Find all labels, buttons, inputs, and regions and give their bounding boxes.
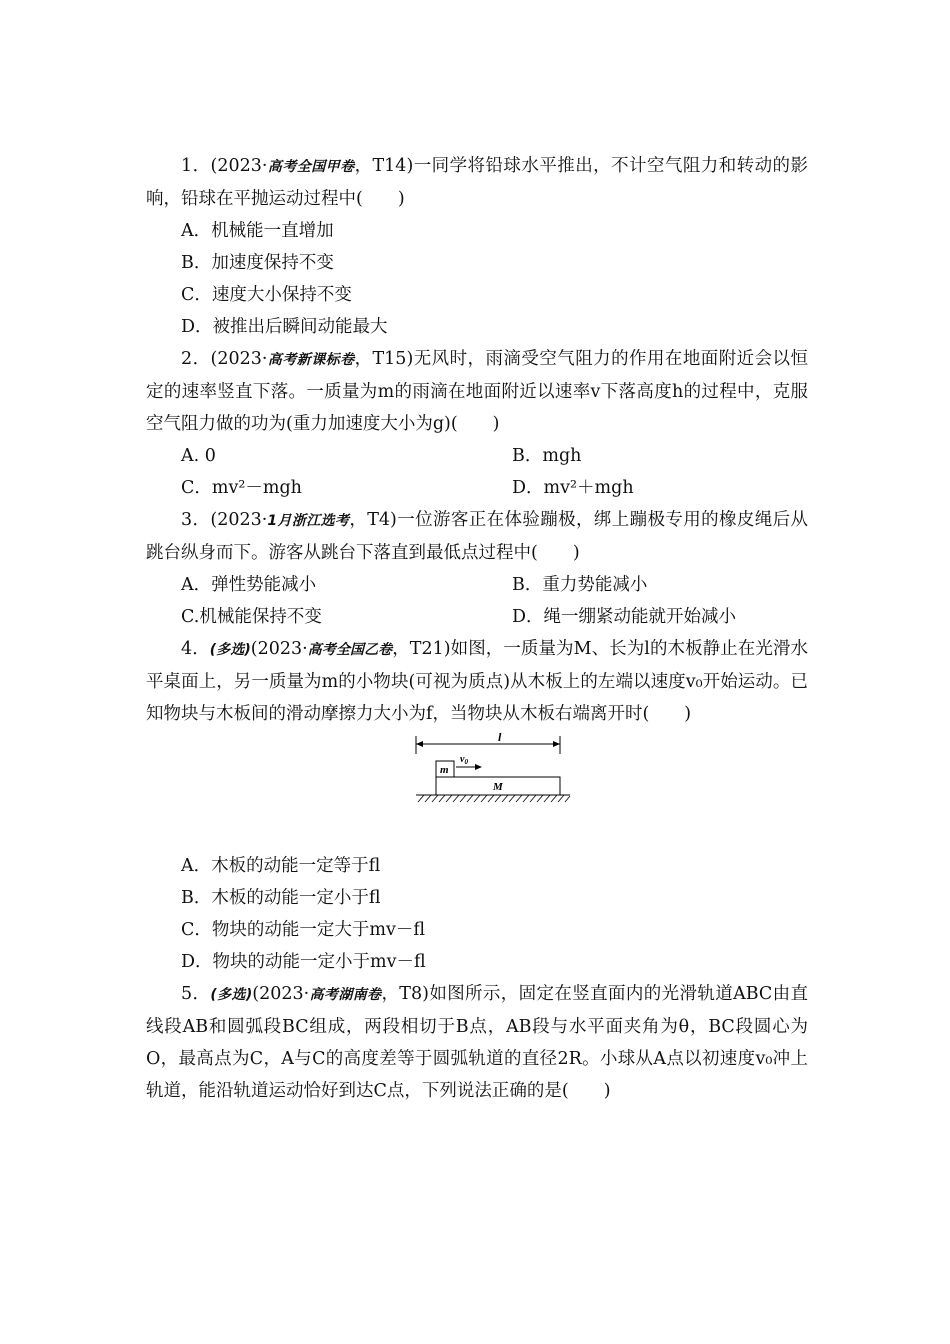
question-stem: 无风时，雨滴受空气阻力的作用在地面附近会以恒定的速率竖直下落。一质量为m的雨滴在地面附近以速率v下落高度h的过程中，克服空气阻力做的功为(重力加速度大小为g)( ) bbox=[146, 349, 809, 434]
option: C．mv²－mgh bbox=[181, 478, 302, 498]
exam-source: 高考全国乙卷 bbox=[307, 642, 393, 658]
question-number: 4． bbox=[181, 639, 210, 659]
velocity-label bbox=[460, 754, 468, 766]
question-1 bbox=[146, 150, 808, 215]
exam-source: 高考新课标卷 bbox=[267, 352, 355, 368]
option: D．物块的动能一定小于mv－fl bbox=[181, 952, 426, 972]
exam-source: 1月浙江选考 bbox=[267, 513, 350, 529]
exam-content bbox=[146, 150, 808, 1107]
option: C．物块的动能一定大于mv－fl bbox=[181, 920, 426, 940]
option-row bbox=[146, 569, 808, 601]
question-number: 5． bbox=[181, 984, 211, 1004]
option: A．弹性势能减小 bbox=[181, 575, 317, 595]
length-label: l bbox=[498, 732, 502, 744]
option-row bbox=[146, 440, 808, 472]
multi-select-tag: (多选) bbox=[210, 987, 253, 1003]
question-5 bbox=[146, 978, 808, 1107]
option: D．绳一绷紧动能就开始减小 bbox=[512, 607, 737, 627]
question-stem: 一位游客正在体验蹦极，绑上蹦极专用的橡皮绳后从跳台纵身而下。游客从跳台下落直到最低点过程中( ) bbox=[146, 510, 808, 563]
option-row bbox=[146, 601, 808, 633]
question-3 bbox=[146, 504, 808, 569]
source-suffix: ，T15) bbox=[354, 349, 414, 369]
option: D．被推出后瞬间动能最大 bbox=[181, 317, 388, 337]
source-prefix: (2023· bbox=[210, 156, 268, 176]
velocity-symbol: v bbox=[460, 754, 465, 765]
option-row bbox=[146, 472, 808, 504]
option: A. 0 bbox=[181, 446, 216, 466]
multi-select-tag: (多选) bbox=[209, 642, 251, 658]
arrow-left-icon bbox=[416, 741, 423, 747]
question-number: 3． bbox=[181, 510, 211, 530]
option: C．速度大小保持不变 bbox=[181, 285, 352, 305]
board-block-figure bbox=[146, 730, 808, 850]
source-suffix: ，T4) bbox=[349, 510, 397, 530]
exam-source: 高考湖南卷 bbox=[309, 987, 382, 1003]
source-prefix: (2023· bbox=[210, 349, 268, 369]
option: B．加速度保持不变 bbox=[181, 253, 334, 273]
option: D．mv²＋mgh bbox=[512, 478, 634, 498]
exam-source: 高考全国甲卷 bbox=[267, 159, 355, 175]
arrow-right-icon bbox=[553, 741, 560, 747]
source-prefix: (2023· bbox=[250, 639, 308, 659]
board-block-diagram bbox=[412, 732, 572, 812]
question-4 bbox=[146, 633, 808, 730]
velocity-subscript: 0 bbox=[464, 758, 468, 766]
source-suffix: ，T14) bbox=[354, 156, 414, 176]
source-prefix: (2023· bbox=[252, 984, 310, 1004]
option: A．机械能一直增加 bbox=[181, 221, 334, 241]
option: B．重力势能减小 bbox=[512, 575, 648, 595]
option: B．mgh bbox=[512, 446, 582, 466]
block-label: m bbox=[440, 764, 449, 776]
source-suffix: ，T21) bbox=[392, 639, 451, 659]
option: C.机械能保持不变 bbox=[181, 607, 322, 627]
velocity-arrow-icon bbox=[475, 764, 482, 770]
question-stem: 如图所示，固定在竖直面内的光滑轨道ABC由直线段AB和圆弧段BC组成，两段相切于B点，AB段与水平面夹角为θ，BC段圆心为O，最高点为C，A与C的高度差等于圆弧轨道的直径2R。小球从A点以初速度v₀冲上轨道，能沿轨道运动恰好到达C点，下列说法正确的是( ) bbox=[146, 984, 809, 1101]
source-prefix: (2023· bbox=[210, 510, 268, 530]
source-suffix: ，T8) bbox=[381, 984, 429, 1004]
board-label: M bbox=[493, 781, 503, 793]
question-stem: 如图，一质量为M、长为l的木板静止在光滑水平桌面上，另一质量为m的小物块(可视为质点)从木板上的左端以速度v₀开始运动。已知物块与木板间的滑动摩擦力大小为f，当物块从木板右端离开时( ) bbox=[146, 639, 809, 724]
option: B．木板的动能一定小于fl bbox=[181, 888, 381, 908]
option: A．木板的动能一定等于fl bbox=[181, 856, 381, 876]
question-stem: 一同学将铅球水平推出，不计空气阻力和转动的影响，铅球在平抛运动过程中( ) bbox=[146, 156, 809, 209]
question-2 bbox=[146, 343, 808, 440]
question-number: 1． bbox=[181, 156, 211, 176]
ground-hatching bbox=[418, 795, 570, 802]
question-number: 2． bbox=[181, 349, 211, 369]
